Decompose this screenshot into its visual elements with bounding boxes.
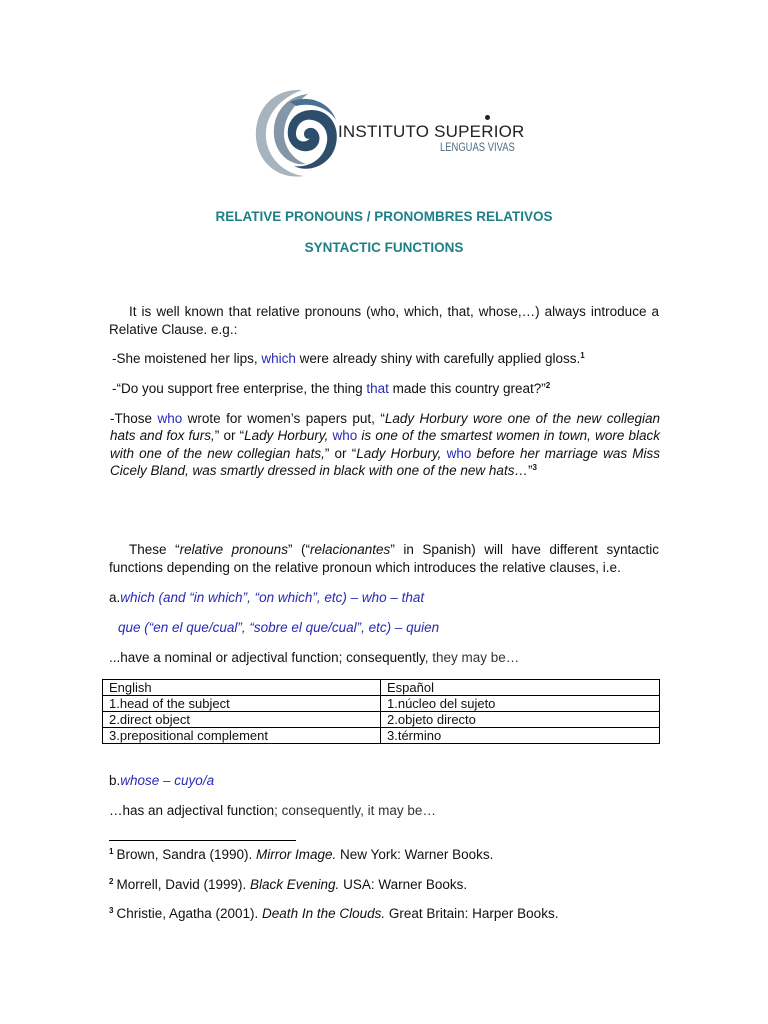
footnote-ref-3: 3 bbox=[532, 462, 537, 472]
logo-title: INSTITUTO SUPERIOR bbox=[338, 122, 525, 141]
table-row: 2.direct object 2.objeto directo bbox=[103, 712, 660, 728]
example-that: -“Do you support free enterprise, the thing that made this country great?”$^2$ bbox=[112, 381, 551, 396]
institute-logo bbox=[250, 84, 530, 184]
section-a-spanish: que (“en el que/cual”, “sobre el que/cual”, etc) – quien bbox=[118, 620, 440, 635]
table-header-english: English bbox=[103, 680, 381, 696]
page-title: RELATIVE PRONOUNS / PRONOMBRES RELATIVOS bbox=[215, 209, 553, 224]
swirl-logo-icon bbox=[250, 84, 340, 184]
logo-subtitle: LENGUAS VIVAS bbox=[440, 142, 515, 154]
footnote-3: $^3$ Christie, Agatha (2001). Death In the Clouds. Great Britain: Harper Books. bbox=[109, 906, 559, 921]
section-a-label: a.which (and “in which”, “on which”, etc) – who – that bbox=[109, 590, 425, 605]
logo-dot bbox=[485, 115, 490, 120]
example-who: -Those who wrote for women’s papers put, “Lady Horbury wore one of the new collegian hats and fox furs,” or “Lady Horbury, who is one of the smartest women in town, wore black with one of the new collegian hats,” or “Lady Horbury, who before her marriage was Miss Cicely Bland, was smartly dressed in black with one of the new hats…”$^3$ bbox=[110, 411, 661, 478]
pronoun-which: which bbox=[261, 351, 296, 366]
functions-table bbox=[102, 679, 660, 744]
example-which: -She moistened her lips, which were already shiny with carefully applied gloss.$^1$ bbox=[112, 351, 585, 366]
table-header-row bbox=[103, 680, 660, 696]
section-b-function: …has an adjectival function; consequently, it may be… bbox=[109, 803, 436, 818]
section-b-label: b.whose – cuyo/a bbox=[109, 773, 215, 788]
functions-paragraph: These “relative pronouns” (“relacionantes” in Spanish) will have different syntactic functions depending on the relative pronoun which introduces the relative clauses, i.e. bbox=[109, 542, 659, 575]
footnote-separator bbox=[109, 840, 296, 841]
table-row: 3.prepositional complement 3.término bbox=[103, 728, 660, 744]
footnote-1: $^1$ Brown, Sandra (1990). Mirror Image. New York: Warner Books. bbox=[109, 847, 494, 862]
section-a-function: ...have a nominal or adjectival function; consequently, they may be… bbox=[109, 650, 520, 665]
footnote-2: $^2$ Morrell, David (1999). Black Evening. USA: Warner Books. bbox=[109, 877, 468, 892]
pronoun-that: that bbox=[366, 381, 389, 396]
footnote-ref-2: 2 bbox=[545, 381, 551, 390]
intro-paragraph: It is well known that relative pronouns (who, which, that, whose,…) always introduce a Relative Clause. e.g.: bbox=[109, 304, 659, 337]
footnote-ref-1: 1 bbox=[580, 351, 585, 360]
table-row: 1.head of the subject 1.núcleo del sujeto bbox=[103, 696, 660, 712]
page-subtitle: SYNTACTIC FUNCTIONS bbox=[304, 240, 464, 255]
table-header-espanol: Español bbox=[381, 680, 660, 696]
